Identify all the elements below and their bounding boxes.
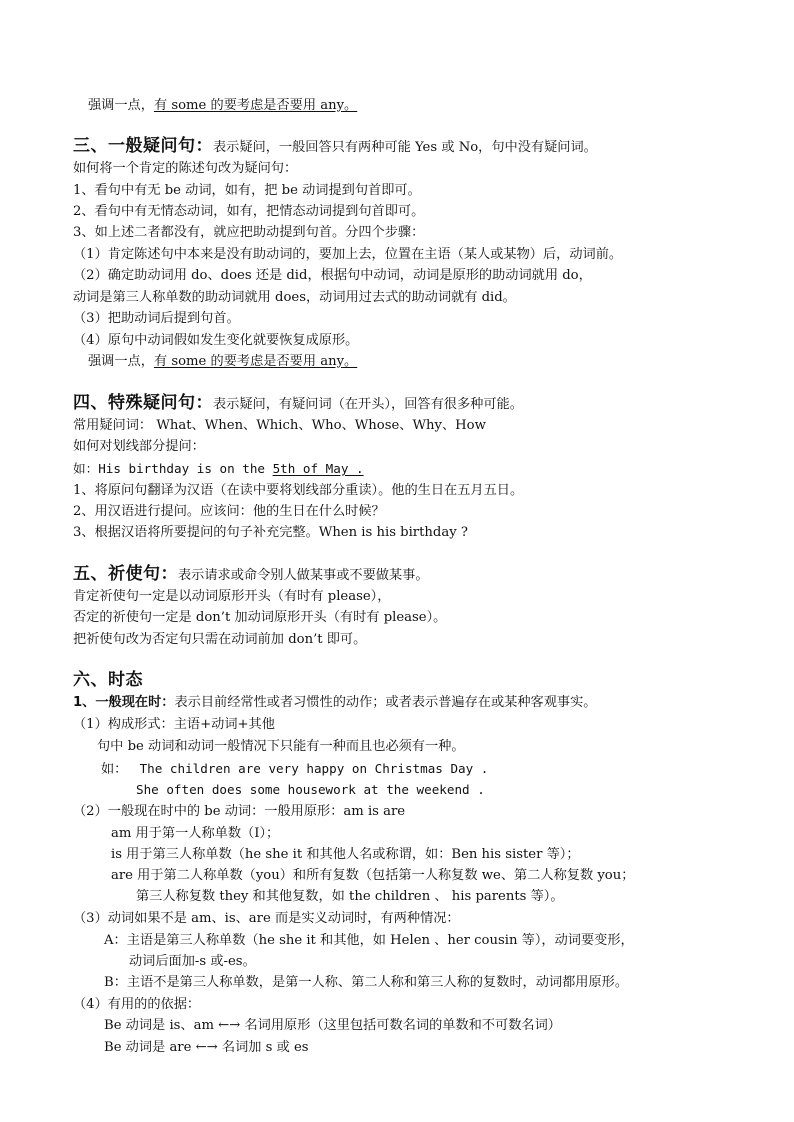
section-5-title: 五、祈使句： [73,564,178,584]
s3-line-7: 动词是第三人称单数的助动词就用 does，动词用过去式的助动词就有 did。 [73,290,516,305]
s6-line-13: B：主语不是第三人称单数，是第一人称、第二人称和第三人称的复数时，动词都用原形。 [104,975,628,990]
s6-line-11: A：主语是第三人称单数（he she it 和其他，如 Helen 、her cousin 等），动词要变形， [104,933,634,948]
section-3-title-desc: 表示疑问，一般回答只有两种可能 Yes 或 No，句中没有疑问词。 [213,140,597,155]
s5-line-2: 否定的祈使句一定是 don’t 加动词原形开头（有时有 please）。 [73,610,447,625]
s6-subheading-title: 1、一般现在时： [73,695,175,710]
s6-line-16: Be 动词是 are ←→ 名词加 s 或 es [104,1040,309,1055]
s3-line-3: 2、看句中有无情态动词，如有，把情态动词提到句首即可。 [73,204,425,219]
s3-line-8: （3）把助动词后提到句首。 [73,311,240,326]
section-4-title: 四、特殊疑问句： [73,393,213,413]
s4-line-5: 2、用汉语进行提问。应该问：他的生日在什么时候？ [73,504,385,519]
section-4-title-desc: 表示疑问，有疑问词（在开头），回答有很多种可能。 [213,397,523,412]
section-3-heading [73,137,597,156]
s6-example-2: She often does some housework at the weekend . [136,782,485,797]
s6-line-5: （2）一般现在时中的 be 动词：一般用原形：am is are [73,804,406,819]
s6-line-8: are 用于第二人称单数（you）和所有复数（包括第一人称复数 we、第二人称复数 you； [111,868,635,883]
intro-emphasis-lead: 强调一点， [88,98,154,113]
s3-line-4: 3、如上述二者都没有，就应把助动提到句首。分四个步骤： [73,225,425,240]
s6-line-10: （3）动词如果不是 am、is、are 而是实义动词时，有两种情况： [73,911,460,926]
s5-line-3: 把祈使句改为否定句只需在动词前加 don’t 即可。 [73,632,367,647]
section-3-title: 三、一般疑问句： [73,136,213,156]
intro-emphasis-underlined: 有 some 的要考虑是否要用 any。 [153,98,358,113]
s6-subheading-desc: 表示目前经常性或者习惯性的动作；或者表示普遍存在或某种客观事实。 [174,695,597,710]
s3-emphasis-underlined: 有 some 的要考虑是否要用 any。 [153,354,358,369]
s3-line-9: （4）原句中动词假如发生变化就要恢复成原形。 [73,333,359,348]
section-5-title-desc: 表示请求或命令别人做某事或不要做某事。 [178,568,429,583]
s5-line-1: 肯定祈使句一定是以动词原形开头（有时有 please）， [73,589,391,604]
section-5-heading [73,565,429,584]
section-6-title: 六、时态 [73,670,143,690]
s4-line-2: 如何对划线部分提问： [73,439,205,454]
s6-line-15: Be 动词是 is、am ←→ 名词用原形（这里包括可数名词的单数和不可数名词） [104,1018,561,1033]
s6-line-7: is 用于第三人称单数（he she it 和其他人名或称谓，如：Ben his sister 等）； [111,847,580,862]
s3-emphasis [88,352,357,371]
s6-line-6: am 用于第一人称单数（I）； [111,826,280,841]
s3-line-6: （2）确定助动词用 do、does 还是 did，根据句中动词，动词是原形的助动词就用 do， [73,268,592,283]
s3-line-2: 1、看句中有无 be 动词，如有，把 be 动词提到句首即可。 [73,183,421,198]
s4-example-sentence: 如：His birthday is on the [73,461,273,476]
s6-example-label: 如： [101,762,128,777]
s4-example-underlined: 5th of May . [272,461,364,476]
s4-line-6: 3、根据汉语将所要提问的句子补充完整。When is his birthday ? [73,525,468,540]
s6-line-12: 动词后面加-s 或-es。 [129,954,256,969]
s6-line-9: 第三人称复数 they 和其他复数，如 the children 、 his parents 等）。 [136,889,564,904]
s4-example [73,459,364,478]
s6-subheading [73,693,597,712]
intro-emphasis [88,96,357,115]
s3-line-1: 如何将一个肯定的陈述句改为疑问句： [73,161,298,176]
s6-example-1 [101,759,488,778]
s6-example-sentence-1: The children are very happy on Christmas Day . [139,761,489,776]
s3-emphasis-lead: 强调一点， [88,354,154,369]
s6-line-1: （1）构成形式：主语+动词+其他 [73,717,275,732]
s6-line-2: 句中 be 动词和动词一般情况下只能有一种而且也必须有一种。 [97,739,465,754]
s3-line-5: （1）肯定陈述句中本来是没有助动词的，要加上去，位置在主语（某人或某物）后，动词前。 [73,247,623,262]
s4-line-4: 1、将原问句翻译为汉语（在读中要将划线部分重读）。他的生日在五月五日。 [73,483,524,498]
s6-line-14: （4）有用的的依据： [73,997,201,1012]
section-4-heading [73,394,523,413]
s4-line-1: 常用疑问词： What、When、Which、Who、Whose、Why、How [73,418,486,433]
